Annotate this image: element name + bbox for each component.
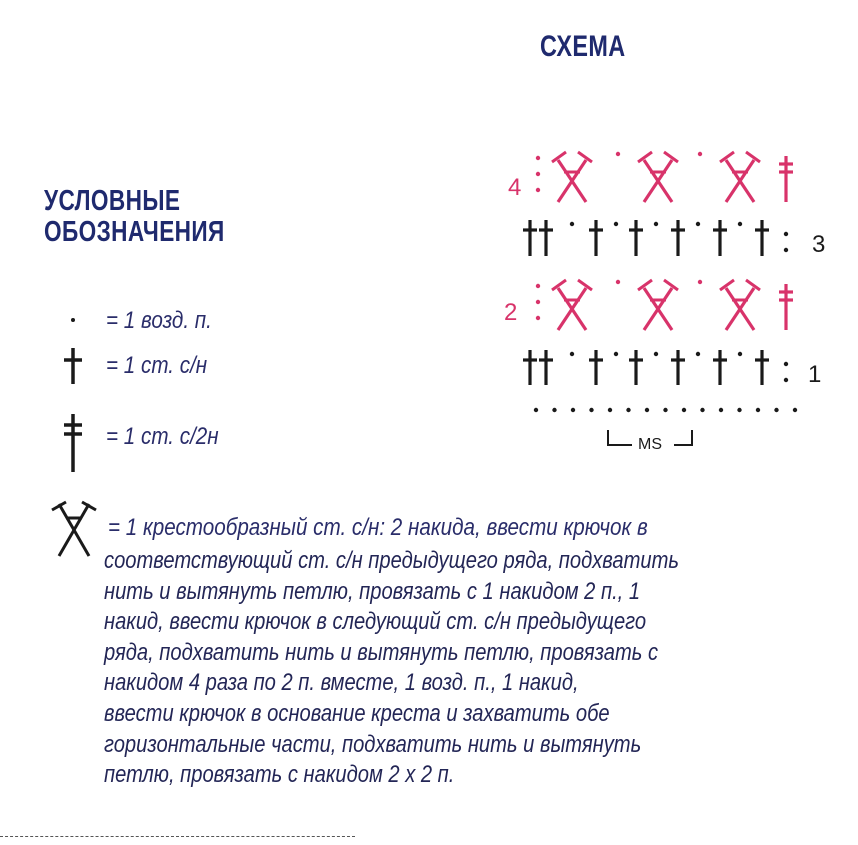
foundation-chain — [719, 408, 723, 412]
foundation-chain — [737, 408, 741, 412]
chain-stitch — [696, 352, 700, 356]
chain-stitch — [696, 222, 700, 226]
chain-stitch — [698, 280, 702, 284]
repeat-bracket-right — [674, 430, 692, 445]
legend-cross-intro: = 1 крестообразный ст. с/н: 2 накида, ввести крючок в — [108, 514, 648, 541]
foundation-chain — [663, 408, 667, 412]
chain-stitch — [570, 352, 574, 356]
chain-symbol-icon — [60, 308, 90, 338]
repeat-bracket-left — [608, 430, 632, 445]
row-label-2: 2 — [504, 299, 518, 326]
chain-stitch — [536, 188, 540, 192]
chain-stitch — [784, 362, 788, 366]
chain-stitch — [738, 222, 742, 226]
foundation-chain — [589, 408, 593, 412]
legend-cross-line: нить и вытянуть петлю, провязать с 1 накидом 2 п., 1 — [104, 577, 641, 605]
legend-heading — [44, 186, 225, 248]
foundation-chain — [645, 408, 649, 412]
chain-stitch — [738, 352, 742, 356]
treble-crochet-symbol-icon — [60, 412, 90, 474]
scheme-body — [523, 152, 797, 412]
chain-stitch — [614, 222, 618, 226]
double-crochet-symbol-icon — [60, 346, 90, 388]
legend-cross-line: петлю, провязать с накидом 2 х 2 п. — [104, 761, 455, 789]
legend-cross-line: ряда, подхватить нить и вытянуть петлю, провязать с — [104, 638, 659, 666]
repeat-label: MS — [638, 436, 662, 453]
legend-cross-line: ввести крючок в основание креста и захватить обе — [104, 699, 610, 727]
legend-tr-text: = 1 ст. с/2н — [106, 423, 219, 450]
legend-cross-line: соответствующий ст. с/н предыдущего ряда, подхватить — [104, 547, 680, 574]
legend-dc-text: = 1 ст. с/н — [106, 352, 208, 379]
chain-stitch — [616, 280, 620, 284]
chain-stitch — [614, 352, 618, 356]
foundation-chain — [682, 408, 686, 412]
chain-stitch — [784, 248, 788, 252]
foundation-chain — [534, 408, 538, 412]
legend-cross-line: накидом 4 раза по 2 п. вместе, 1 возд. п., 1 накид, — [104, 669, 579, 697]
crochet-scheme-diagram — [490, 140, 858, 460]
legend-chain-text: = 1 возд. п. — [106, 307, 212, 334]
chain-stitch — [536, 172, 540, 176]
foundation-chain — [793, 408, 797, 412]
cross-stitch-symbol-icon — [46, 498, 102, 564]
row-label-1: 1 — [808, 361, 822, 388]
chain-stitch — [536, 300, 540, 304]
legend-heading-line-1: УСЛОВНЫЕ — [44, 185, 181, 217]
foundation-chain — [700, 408, 704, 412]
chain-stitch — [536, 156, 540, 160]
foundation-chain — [552, 408, 556, 412]
chain-stitch — [784, 232, 788, 236]
chain-stitch — [536, 284, 540, 288]
chain-stitch — [570, 222, 574, 226]
foundation-chain — [626, 408, 630, 412]
legend-heading-line-2: ОБОЗНАЧЕНИЯ — [44, 216, 225, 248]
chain-stitch — [654, 222, 658, 226]
foundation-chain — [608, 408, 612, 412]
row-label-4: 4 — [508, 174, 522, 201]
scheme-title: СХЕМА — [540, 30, 626, 63]
chain-stitch — [698, 152, 702, 156]
legend-cross-line: накид, ввести крючок в следующий ст. с/н предыдущего — [104, 608, 647, 636]
chain-stitch — [536, 316, 540, 320]
legend-cross-description — [104, 546, 858, 791]
foundation-chain — [774, 408, 778, 412]
row-label-3: 3 — [812, 231, 826, 258]
chain-stitch — [784, 378, 788, 382]
chain-stitch — [616, 152, 620, 156]
divider-line — [0, 836, 355, 837]
foundation-chain — [756, 408, 760, 412]
legend-cross-line: горизонтальные части, подхватить нить и вытянуть — [104, 730, 642, 758]
foundation-chain — [571, 408, 575, 412]
chain-stitch — [654, 352, 658, 356]
